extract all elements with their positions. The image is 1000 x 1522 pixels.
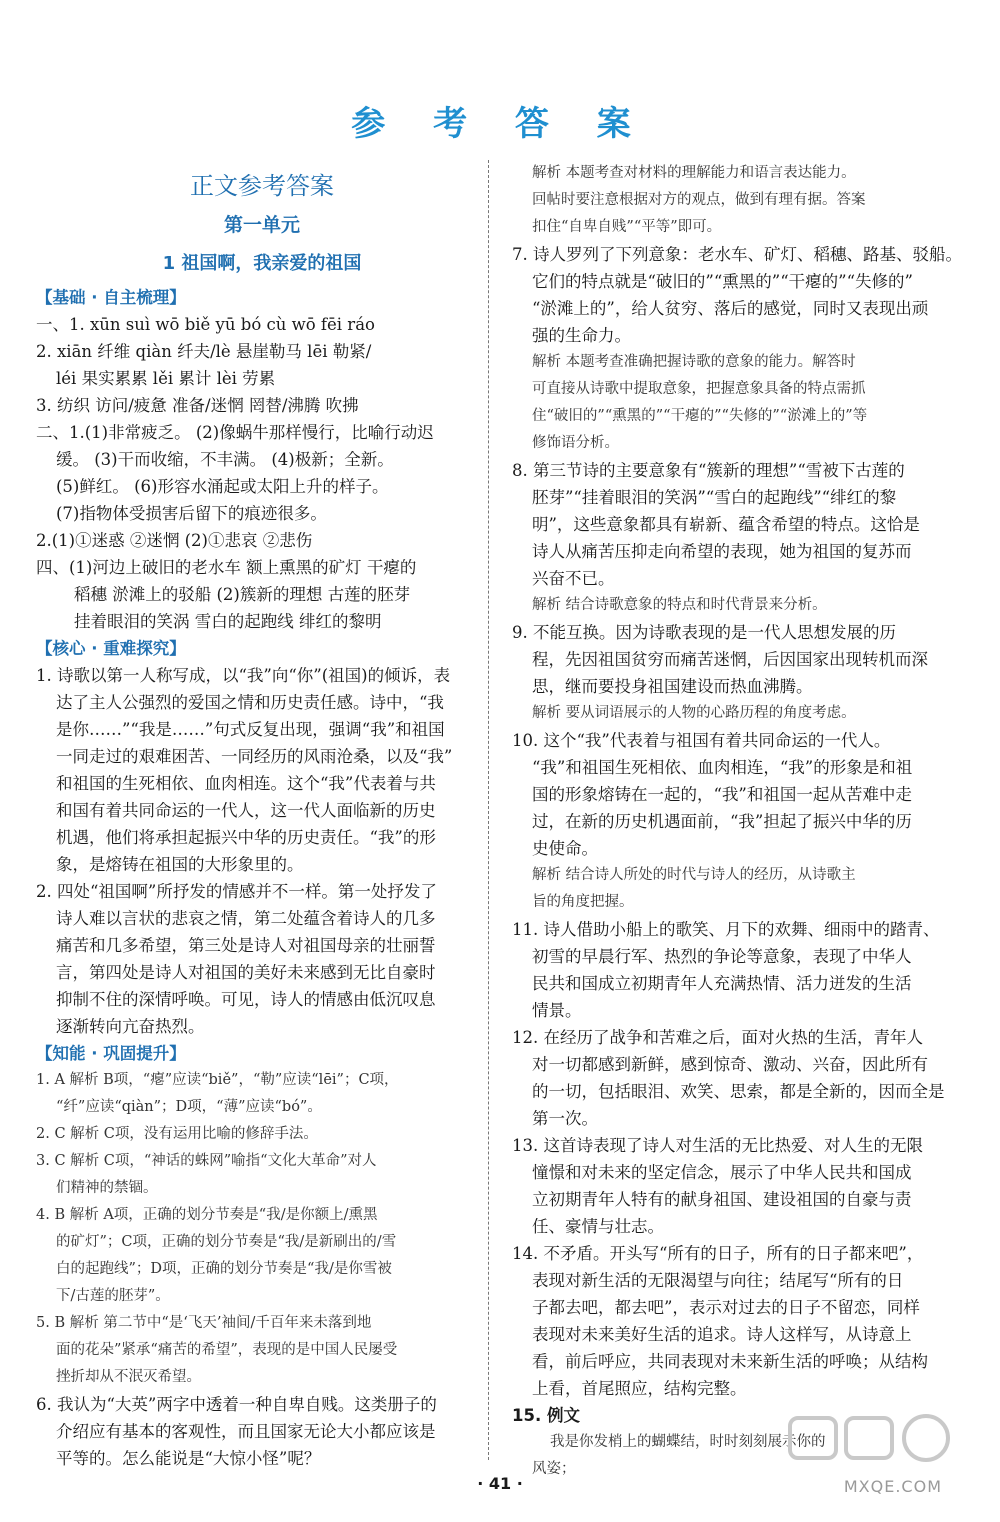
analysis-line: 可直接从诗歌中提取意象，把握意象具备的特点需抓 xyxy=(532,381,866,397)
answer-line: 诗人难以言状的悲哀之情，第二处蕴含着诗人的几多 xyxy=(56,909,436,928)
answer-line: 稻穗 淤滩上的驳船 (2)簇新的理想 古莲的胚芽 xyxy=(74,585,411,604)
answer-line: 任、豪情与壮志。 xyxy=(532,1217,664,1236)
analysis-line: 旨的角度把握。 xyxy=(532,894,634,910)
answer-line: 胚芽”“挂着眼泪的笑涡”“雪白的起跑线”“绯红的黎 xyxy=(532,488,897,507)
answer-line: 立初期青年人特有的献身祖国、建设祖国的自豪与责 xyxy=(532,1190,912,1209)
answer-line: 民共和国成立初期青年人充满热情、活力迸发的生活 xyxy=(532,974,912,993)
answer-line: 的矿灯”；C项，正确的划分节奏是“我/是新刷出的/雪 xyxy=(56,1234,397,1250)
answer-line: 四、(1)河边上破旧的老水车 额上熏黑的矿灯 干瘪的 xyxy=(36,558,417,577)
section-title: 正文参考答案 xyxy=(190,172,334,200)
answer-line: 表现对未来美好生活的追求。诗人这样写，从诗意上 xyxy=(532,1325,912,1344)
answer-line: 第一次。 xyxy=(532,1109,598,1128)
answer-line: “纤”应读“qiàn”；D项，“薄”应读“bó”。 xyxy=(56,1099,322,1115)
answer-line: 一、1. xūn suì wō biě yū bó cù wō fēi ráo xyxy=(36,315,375,334)
answer-line: 象，是熔铸在祖国的大形象里的。 xyxy=(56,855,304,874)
analysis-line: 修饰语分析。 xyxy=(532,435,619,451)
answer-line: 挫折却从不泯灭希望。 xyxy=(56,1369,201,1385)
analysis-line: 解析 本题考查准确把握诗歌的意象的能力。解答时 xyxy=(532,354,856,370)
answer-line: 白的起跑线”；D项，正确的划分节奏是“我/是你雪被 xyxy=(56,1261,392,1277)
answer-line: 们精神的禁锢。 xyxy=(56,1180,158,1196)
answer-line: 1. 诗歌以第一人称写成，以“我”向“你”(祖国)的倾诉，表 xyxy=(36,666,451,685)
answer-line: 的一切，包括眼泪、欢笑、思索，都是全新的，因而全是 xyxy=(532,1082,945,1101)
answer-line: 2. C 解析 C项，没有运用比喻的修辞手法。 xyxy=(36,1126,318,1142)
answer-line: 逐渐转向亢奋热烈。 xyxy=(56,1017,205,1036)
answer-line: 初雪的早晨行军、热烈的争论等意象，表现了中华人 xyxy=(532,947,912,966)
column-divider xyxy=(488,160,489,1460)
answer-line: 一同走过的艰难困苦、一同经历的风雨沧桑，以及“我” xyxy=(56,747,453,766)
answer-line: 言，第四处是诗人对祖国的美好未来感到无比自豪时 xyxy=(56,963,436,982)
analysis-line: 解析 本题考查对材料的理解能力和语言表达能力。 xyxy=(532,165,856,181)
answer-line: 1. A 解析 B项，“瘪”应读“biě”，“勒”应读“lēi”；C项， xyxy=(36,1072,399,1088)
answer-line: 12. 在经历了战争和苦难之后，面对火热的生活，青年人 xyxy=(512,1028,923,1047)
answer-line: 诗人从痛苦压抑走向希望的表现，她为祖国的复苏而 xyxy=(532,542,912,561)
answer-line: 抑制不住的深情呼唤。可见，诗人的情感由低沉叹息 xyxy=(56,990,436,1009)
answer-line: 对一切都感到新鲜，感到惊奇、激动、兴奋，因此所有 xyxy=(532,1055,928,1074)
answer-line: 强的生命力。 xyxy=(532,326,631,345)
answer-line: 情景。 xyxy=(532,1001,582,1020)
answer-line: 介绍应有基本的客观性，而且国家无论大小都应该是 xyxy=(56,1422,436,1441)
analysis-line: 住“破旧的”“熏黑的”“干瘪的”“失修的”“淤滩上的”等 xyxy=(532,408,868,424)
page-number: · 41 · xyxy=(477,1474,523,1493)
answer-line: (7)指物体受损害后留下的痕迹很多。 xyxy=(56,504,327,523)
answer-line: 和祖国的生死相依、血肉相连。这个“我”代表着与共 xyxy=(56,774,436,793)
unit-title: 第一单元 xyxy=(223,214,300,236)
answer-line: 它们的特点就是“破旧的”“熏黑的”“干瘪的”“失修的” xyxy=(532,272,913,291)
answer-line: 2. xiān 纤维 qiàn 纤夫/lè 悬崖勒马 lēi 勒紧/ xyxy=(36,342,372,361)
answer-line: “我”和祖国生死相依、血肉相连，“我”的形象是和祖 xyxy=(532,758,913,777)
answer-line: 程，先因祖国贫穷而痛苦迷惘，后因国家出现转机而深 xyxy=(532,650,928,669)
block-heading-core: 【核心 · 重难探究】 xyxy=(36,639,186,658)
answer-line: 2.(1)①迷惑 ②迷惘 (2)①悲哀 ②悲伤 xyxy=(36,531,313,550)
answer-line: 看，前后呼应，共同表现对未来新生活的呼唤；从结构 xyxy=(532,1352,928,1371)
answer-line: 过，在新的历史机遇面前，“我”担起了振兴中华的历 xyxy=(532,812,912,831)
answer-line: 国的形象熔铸在一起的，“我”和祖国一起从苦难中走 xyxy=(532,785,912,804)
block-heading-practice: 【知能 · 巩固提升】 xyxy=(36,1044,186,1063)
answer-line: 挂着眼泪的笑涡 雪白的起跑线 绯红的黎明 xyxy=(74,612,382,631)
answer-line: 9. 不能互换。因为诗歌表现的是一代人思想发展的历 xyxy=(512,623,896,642)
answer-line: 思，继而要投身祖国建设而热血沸腾。 xyxy=(532,677,813,696)
answer-line: 史使命。 xyxy=(532,839,598,858)
block-heading-basics: 【基础 · 自主梳理】 xyxy=(36,288,186,307)
answer-line: (5)鲜红。 (6)形容水涌起或太阳上升的样子。 xyxy=(56,477,389,496)
answer-line: 6. 我认为“大英”两字中透着一种自卑自贱。这类册子的 xyxy=(36,1395,437,1414)
right-column xyxy=(512,160,964,1483)
answer-line: 憧憬和对未来的坚定信念，展示了中华人民共和国成 xyxy=(532,1163,912,1182)
answer-line: 4. B 解析 A项，正确的划分节奏是“我/是你额上/熏黑 xyxy=(36,1207,378,1223)
answer-line: 是你……”“我是……”句式反复出现，强调“我”和祖国 xyxy=(56,720,445,739)
answer-line: 2. 四处“祖国啊”所抒发的情感并不一样。第一处抒发了 xyxy=(36,882,437,901)
answer-line: 5. B 解析 第二节中“是‘飞天’袖间/千百年来未落到地 xyxy=(36,1315,372,1331)
example-line: 风姿； xyxy=(532,1461,576,1477)
analysis-line: 解析 结合诗人所处的时代与诗人的经历，从诗歌主 xyxy=(532,867,856,883)
answer-line: 机遇，他们将承担起振兴中华的历史责任。“我”的形 xyxy=(56,828,436,847)
answer-line: 8. 第三节诗的主要意象有“簇新的理想”“雪被下古莲的 xyxy=(512,461,905,480)
analysis-line: 扣住“自卑自贱”“平等”即可。 xyxy=(532,219,722,235)
answer-line: 明”，这些意象都具有崭新、蕴含希望的特点。这恰是 xyxy=(532,515,920,534)
answer-line: 下/古莲的胚芽”。 xyxy=(56,1288,170,1304)
analysis-line: 解析 结合诗歌意象的特点和时代背景来分析。 xyxy=(532,597,827,613)
answer-line: 7. 诗人罗列了下列意象：老水车、矿灯、稻穗、路基、驳船。 xyxy=(512,245,962,264)
answer-line: 11. 诗人借助小船上的歌笑、月下的欢舞、细雨中的踏青、 xyxy=(512,920,940,939)
answer-line: 表现对新生活的无限渴望与向往；结尾写“所有的日 xyxy=(532,1271,904,1290)
answer-line: 平等的。怎么能说是“大惊小怪”呢？ xyxy=(56,1449,321,1468)
example-heading: 15. 例文 xyxy=(512,1406,580,1425)
answer-line: 缓。 (3)干而收缩，不丰满。 (4)极新；全新。 xyxy=(56,450,394,469)
answer-line: 3. C 解析 C项，“神话的蛛网”喻指“文化大革命”对人 xyxy=(36,1153,377,1169)
lesson-title: 1 祖国啊，我亲爱的祖国 xyxy=(162,253,362,274)
answer-line: 痛苦和几多希望，第三处是诗人对祖国母亲的壮丽誓 xyxy=(56,936,436,955)
left-column xyxy=(36,160,488,1472)
answer-line: 子都去吧，都去吧”，表示对过去的日子不留恋，同样 xyxy=(532,1298,920,1317)
analysis-line: 解析 要从词语展示的人物的心路历程的角度考虑。 xyxy=(532,705,856,721)
answer-line: 兴奋不已。 xyxy=(532,569,615,588)
answer-line: 二、1.(1)非常疲乏。 (2)像蜗牛那样慢行，比喻行动迟 xyxy=(36,423,434,442)
answer-line: 和国有着共同命运的一代人，这一代人面临新的历史 xyxy=(56,801,436,820)
answer-line: 14. 不矛盾。开头写“所有的日子，所有的日子都来吧”， xyxy=(512,1244,924,1263)
example-line: 我是你发梢上的蝴蝶结，时时刻刻展示你的 xyxy=(550,1434,826,1450)
answer-line: léi 果实累累 lěi 累计 lèi 劳累 xyxy=(56,369,276,388)
answer-line: “淤滩上的”，给人贫穷、落后的感觉，同时又表现出顽 xyxy=(532,299,929,318)
answer-line: 13. 这首诗表现了诗人对生活的无比热爱、对人生的无限 xyxy=(512,1136,923,1155)
answer-line: 达了主人公强烈的爱国之情和历史责任感。诗中，“我 xyxy=(56,693,444,712)
answer-line: 10. 这个“我”代表着与祖国有着共同命运的一代人。 xyxy=(512,731,891,750)
page-title: 参 考 答 案 xyxy=(351,104,649,144)
answer-line: 上看，首尾照应，结构完整。 xyxy=(532,1379,747,1398)
analysis-line: 回帖时要注意根据对方的观点，做到有理有据。答案 xyxy=(532,192,866,208)
answer-line: 3. 纺织 访问/疲惫 准备/迷惘 罔替/沸腾 吹拂 xyxy=(36,396,359,415)
watermark-url: MXQE.COM xyxy=(843,1477,942,1496)
answer-line: 面的花朵”紧承“痛苦的希望”，表现的是中国人民屡受 xyxy=(56,1342,398,1358)
